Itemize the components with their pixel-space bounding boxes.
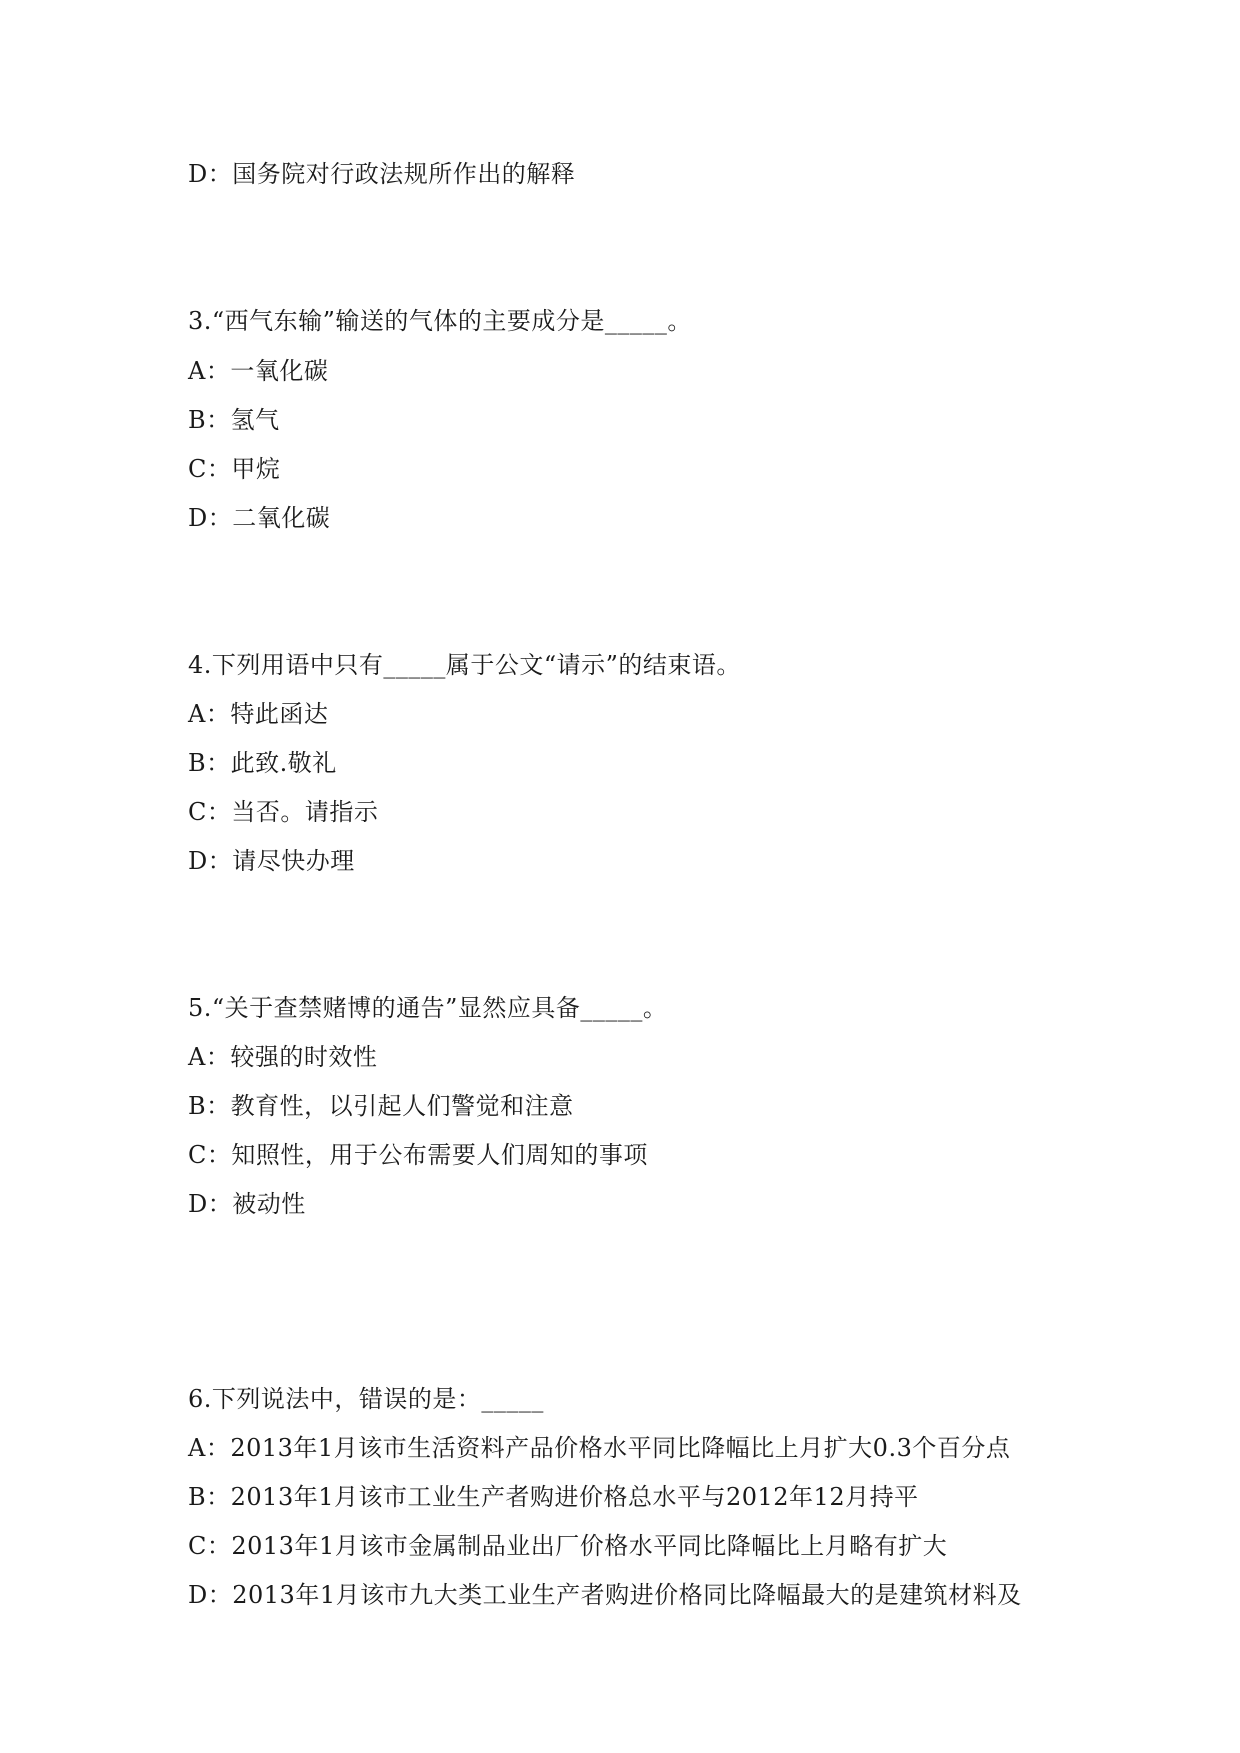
option-b: B：2013年1月该市工业生产者购进价格总水平与2012年12月持平: [188, 1483, 919, 1511]
question-stem: 6.下列说法中，错误的是：_____: [188, 1385, 544, 1413]
option-c: C：知照性，用于公布需要人们周知的事项: [188, 1141, 648, 1169]
option-a: A：特此函达: [188, 700, 329, 728]
option-b: B：氢气: [188, 406, 280, 434]
option-c: C：甲烷: [188, 455, 281, 483]
option-c: C：当否。请指示: [188, 798, 379, 826]
question-stem: 3.“西气东输”输送的气体的主要成分是_____。: [188, 307, 692, 335]
option-c: C：2013年1月该市金属制品业出厂价格水平同比降幅比上月略有扩大: [188, 1532, 948, 1560]
option-a: A：一氧化碳: [188, 357, 329, 385]
question-stem: 4.下列用语中只有_____属于公文“请示”的结束语。: [188, 651, 741, 679]
option-a: A：较强的时效性: [188, 1043, 378, 1071]
option-d: D：请尽快办理: [188, 847, 355, 875]
option-d: D：2013年1月该市九大类工业生产者购进价格同比降幅最大的是建筑材料及: [188, 1581, 1022, 1609]
option-b: B：教育性，以引起人们警觉和注意: [188, 1092, 574, 1120]
option-b: B：此致.敬礼: [188, 749, 337, 777]
option-d: D：被动性: [188, 1190, 306, 1218]
question-stem: 5.“关于查禁赌博的通告”显然应具备_____。: [188, 994, 668, 1022]
option-d: D：二氧化碳: [188, 504, 331, 532]
q2-option-d: D：国务院对行政法规所作出的解释: [188, 160, 576, 188]
option-a: A：2013年1月该市生活资料产品价格水平同比降幅比上月扩大0.3个百分点: [188, 1434, 1011, 1462]
